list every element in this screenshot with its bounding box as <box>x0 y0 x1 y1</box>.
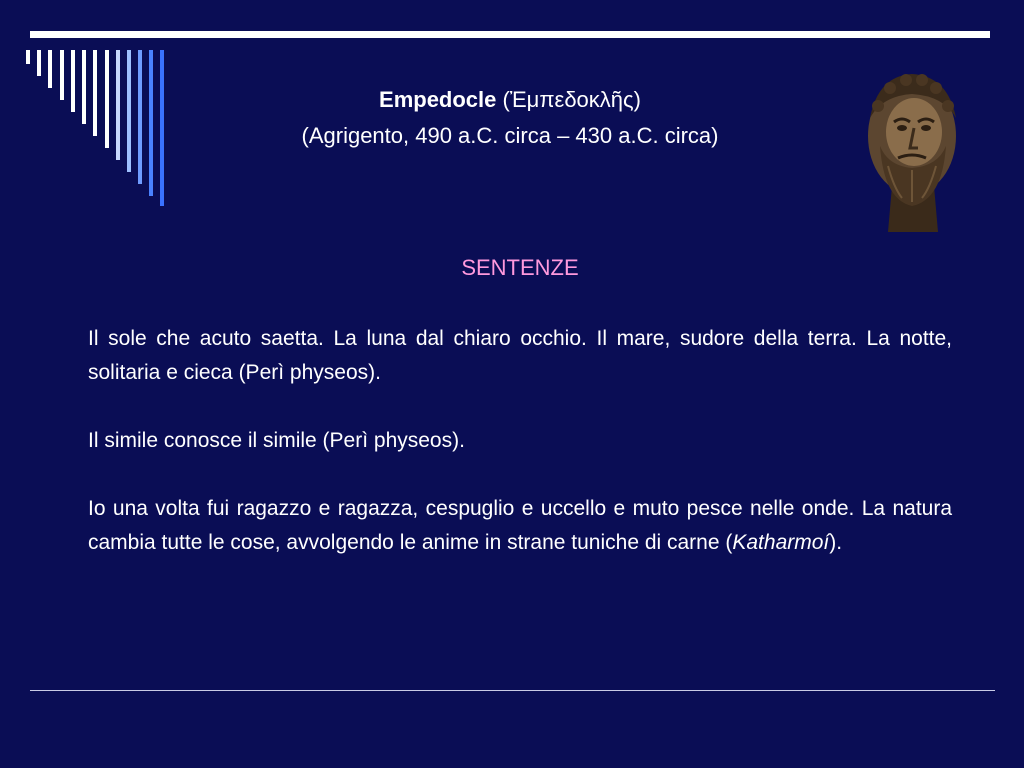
empedocles-bust-image <box>858 66 966 232</box>
decorative-stripes <box>0 0 180 210</box>
title-name: Empedocle <box>379 87 497 112</box>
quotes-body <box>88 322 952 560</box>
work-title-italic: Katharmoí <box>732 531 830 554</box>
quote-paragraph: Il simile conosce il simile (Perì physeos). <box>88 429 465 452</box>
section-heading: SENTENZE <box>461 255 579 280</box>
quote-paragraph-last <box>88 492 952 560</box>
subtitle-dates: (Agrigento, 490 a.C. circa – 430 a.C. circa) <box>301 123 719 148</box>
bottom-rule <box>30 690 995 691</box>
quote-paragraph: Il sole che acuto saetta. La luna dal chiaro occhio. Il mare, sudore della terra. La notte, solitaria e cieca (Perì physeos). <box>88 327 952 384</box>
slide-title <box>200 82 820 154</box>
quote-paragraph-tail: ). <box>829 531 843 554</box>
title-greek: (Ἐμπεδοκλῆς) <box>496 87 641 112</box>
quote-paragraph-text: Io una volta fui ragazzo e ragazza, cespuglio e uccello e muto pesce nelle onde. La natura cambia tutte le cose, avvolgendo le anime in strane tuniche di carne ( <box>88 497 952 554</box>
